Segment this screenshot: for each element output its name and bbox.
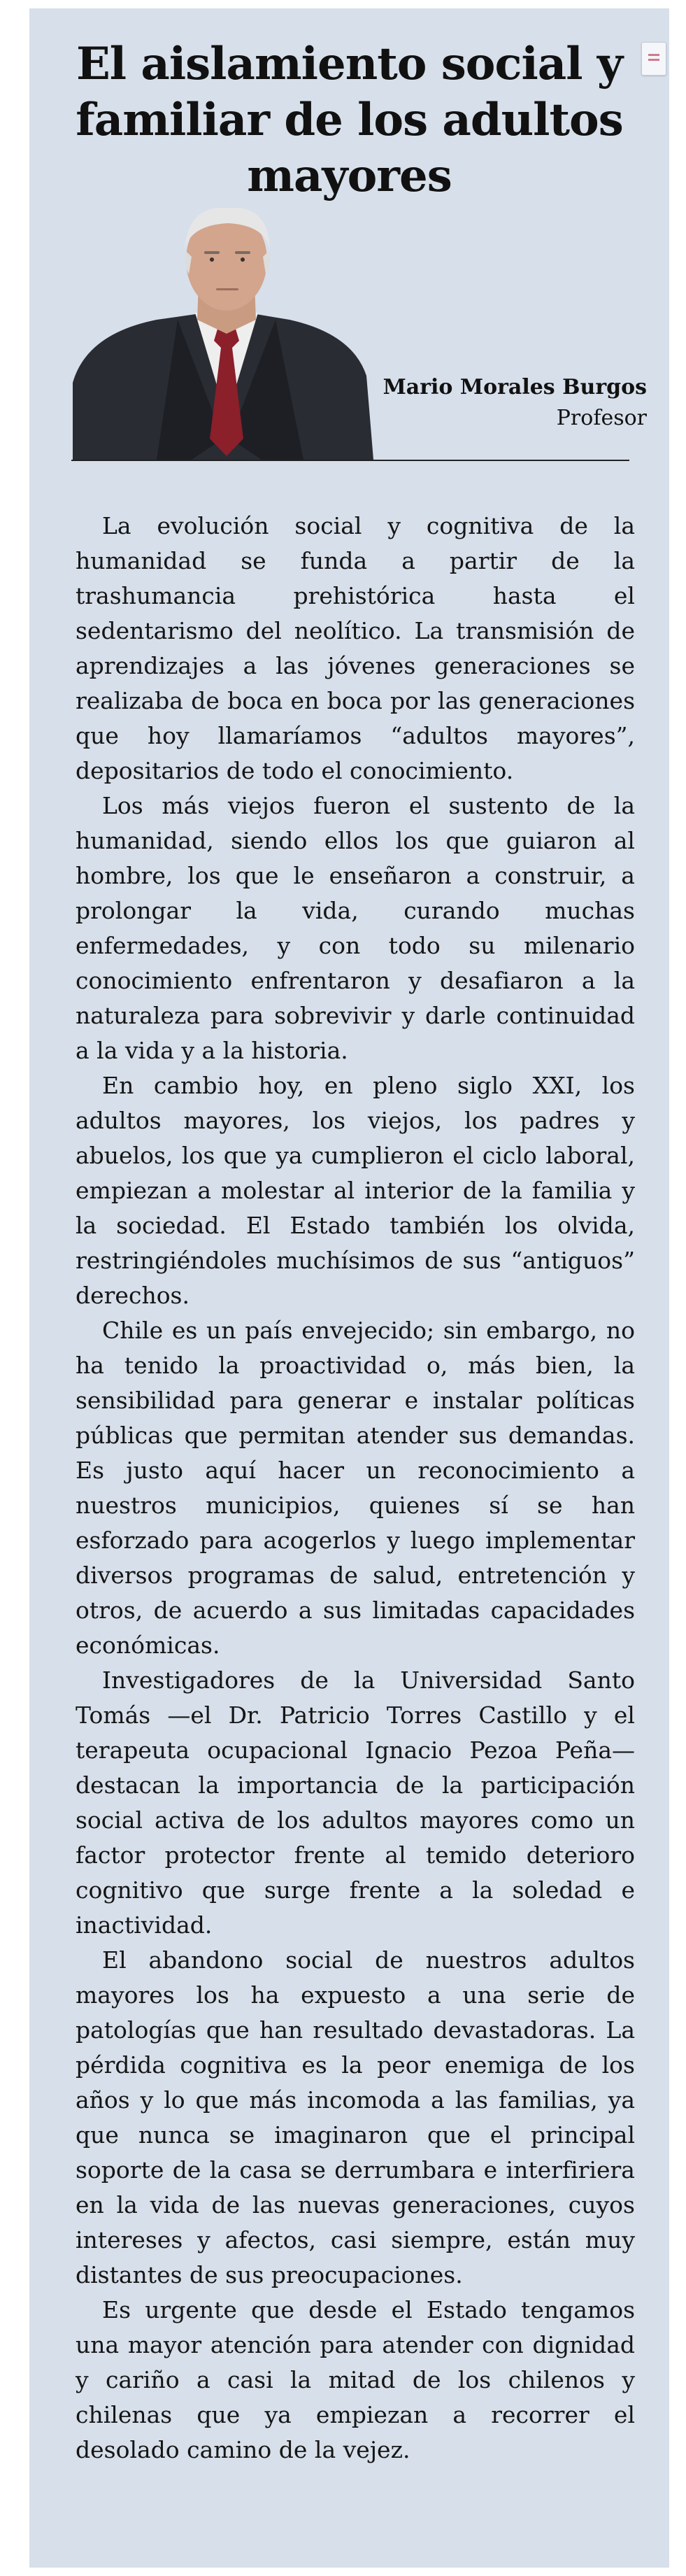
- paragraph: Investigadores de la Universidad Santo Tomás —el Dr. Patricio Torres Castillo y el terapeuta ocupacional Ignacio Pezoa Peña— destacan la importancia de la participación social activa de los adultos mayores como un factor protector frente al temido deterioro cognitivo que surge frente a la soledad e inactividad.: [76, 1666, 635, 1939]
- paragraph: Chile es un país envejecido; sin embargo, no ha tenido la proactividad o, más bien, la sensibilidad para generar e instalar políticas públicas que permitan atender sus demandas. Es justo aquí hacer un reconocimiento a nuestros municipios, quienes sí se han esforzado para acogerlos y luego implementar diversos programas de salud, entretención y otros, de acuerdo a sus limitadas capacidades económicas.: [76, 1317, 635, 1659]
- paragraph: El abandono social de nuestros adultos mayores los ha expuesto a una serie de patologías que han resultado devastadoras. La pérdida cognitiva es la peor enemiga de los años y lo que más incomoda a las familias, ya que nunca se imaginaron que el principal soporte de la casa se derrumbara e interfiriera en la vida de las nuevas generaciones, cuyos intereses y afectos, casi siempre, están muy distantes de sus preocupaciones.: [76, 1946, 635, 2288]
- paragraph: La evolución social y cognitiva de la humanidad se funda a partir de la trashumancia prehistórica hasta el sedentarismo del neolítico. La transmisión de aprendizajes a las jóvenes generaciones se realizaba de boca en boca por las generaciones que hoy llamaríamos “adultos mayores”, depositarios de todo el conocimiento.: [76, 512, 635, 784]
- author-name: Mario Morales Burgos: [383, 375, 647, 399]
- author-byline: [383, 372, 647, 434]
- paragraph: En cambio hoy, en pleno siglo XXI, los adultos mayores, los viejos, los padres y abuelos, los que ya cumplieron el ciclo laboral, empiezan a molestar al interior de la familia y la sociedad. El Estado también los olvida, restringiéndoles muchísimos de sus “antiguos” derechos.: [76, 1072, 635, 1309]
- article-title: El aislamiento social y familiar de los adultos mayores: [76, 38, 623, 202]
- author-role: Profesor: [556, 406, 647, 430]
- sticky-note-icon[interactable]: [641, 42, 666, 76]
- article-panel: [29, 8, 669, 2568]
- paragraph: Los más viejos fueron el sustento de la humanidad, siendo ellos los que guiaron al hombre, los que le enseñaron a construir, a prolongar la vida, curando muchas enfermedades, y con todo su milenario conocimiento enfrentaron y desafiaron a la naturaleza para sobrevivir y darle continuidad a la vida y a la historia.: [76, 792, 635, 1064]
- paragraph: Es urgente que desde el Estado tengamos una mayor atención para atender con dignidad y cariño a casi la mitad de los chilenos y chilenas que ya empiezan a recorrer el desolado camino de la vejez.: [76, 2296, 635, 2463]
- author-photo: [73, 208, 394, 460]
- divider: [71, 460, 629, 461]
- article-body: [76, 509, 635, 2468]
